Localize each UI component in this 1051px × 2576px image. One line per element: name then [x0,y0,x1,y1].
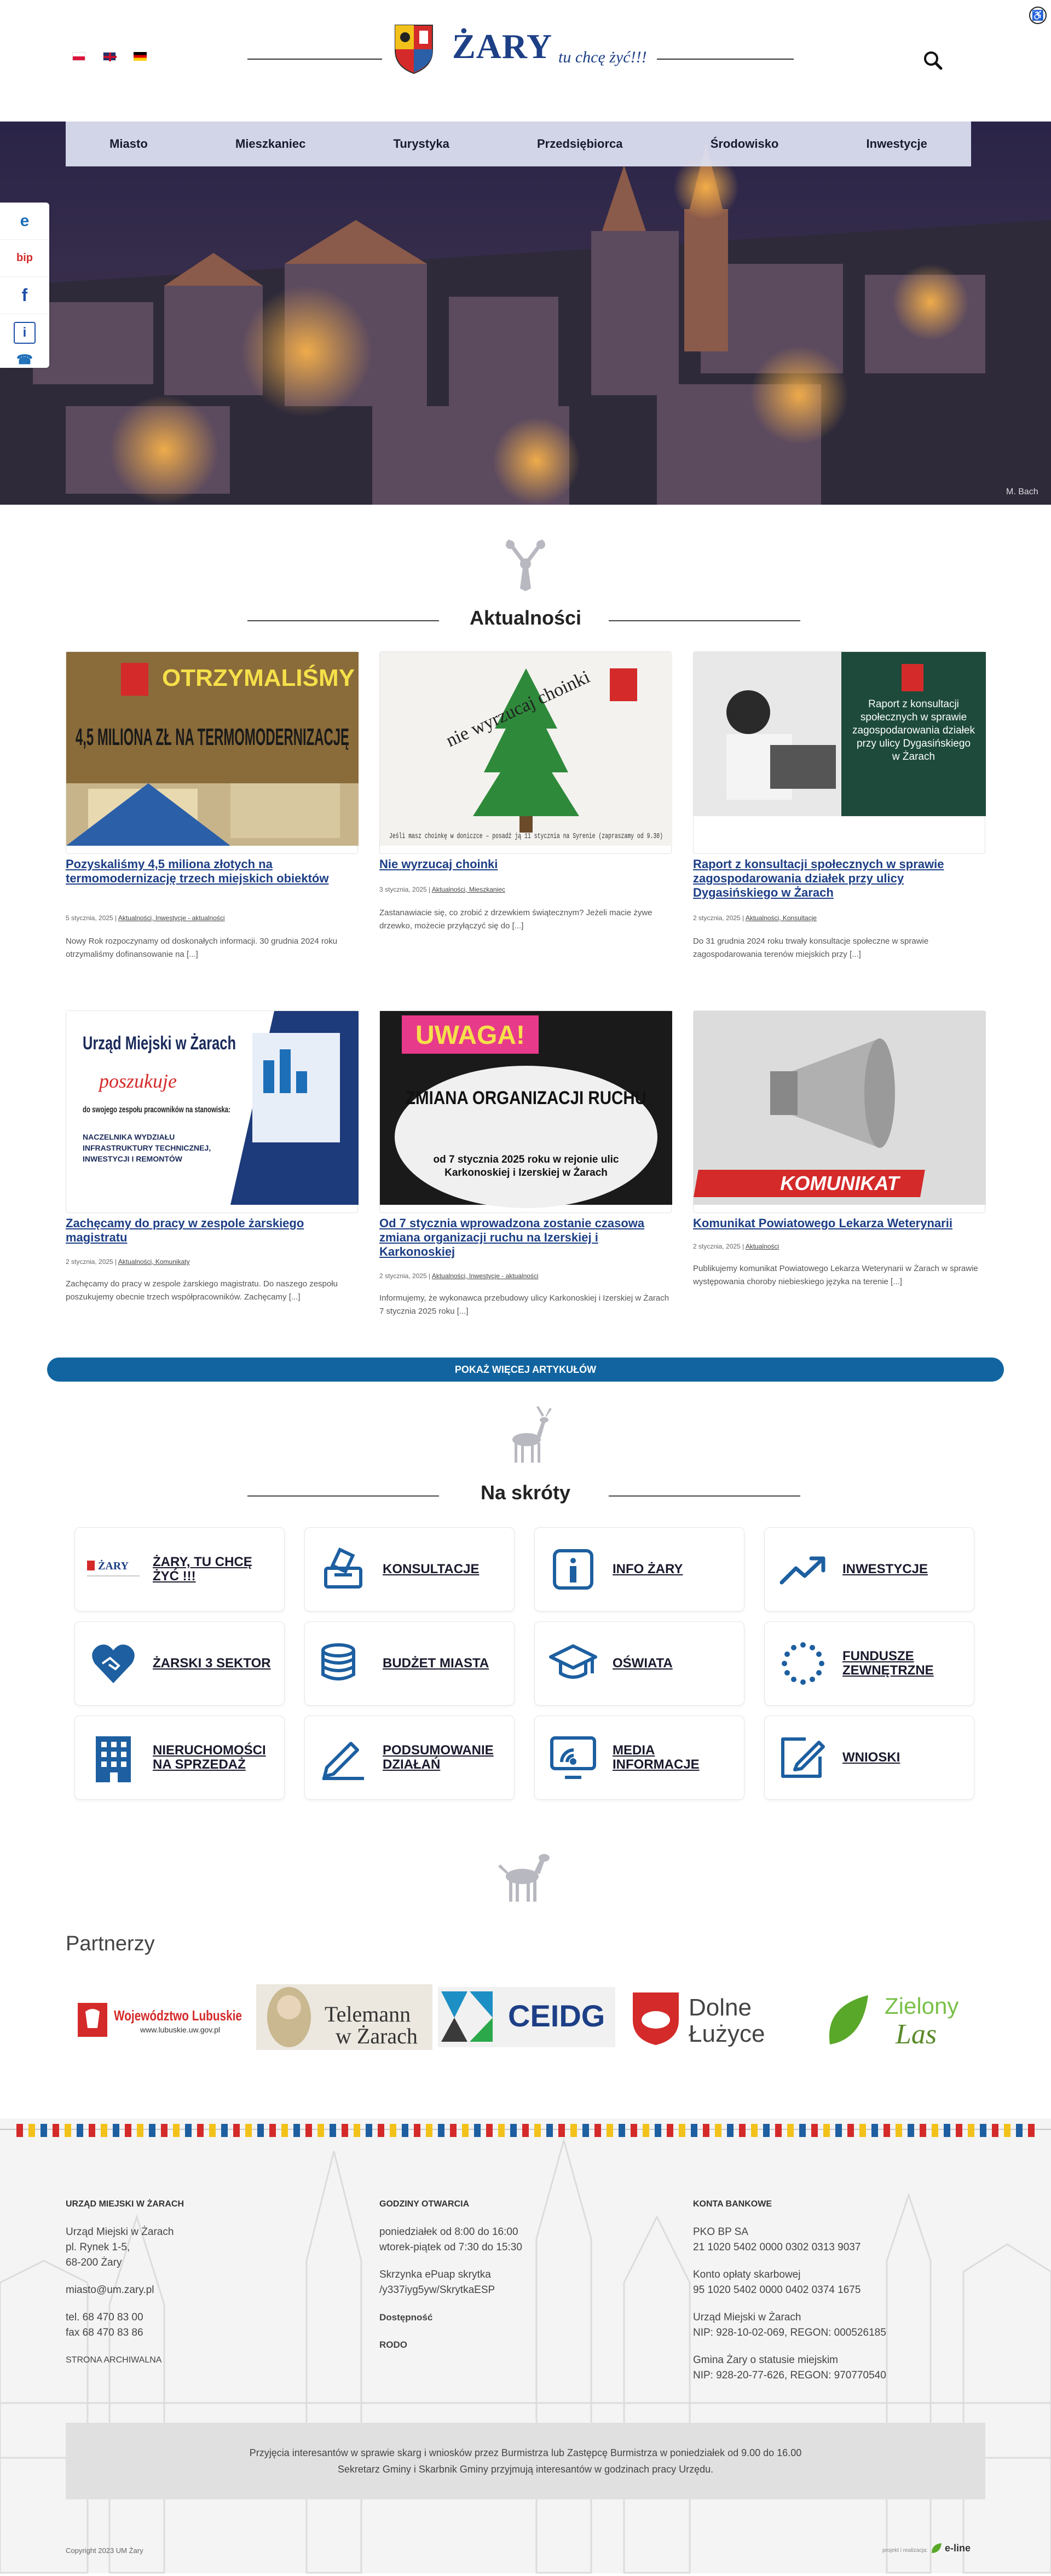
header-divider-left [247,59,382,60]
shortcut-label: ŻARSKI 3 SEKTOR [153,1656,271,1671]
footer-hours-info: poniedziałek od 8:00 do 16:00 wtorek-piątek od 7:30 do 15:30 Skrzynka ePuap skrytka /y337iyg5yw/SkrytkaESP Dostępność RODO [379,2225,631,2353]
news-item-excerpt: Zastanawiacie się, co zrobić z drzewkiem świątecznym? Jeżeli macie żywe drzewko, możecie przyłączyć się do [...] [379,908,652,931]
partner-logo-ceidg[interactable] [438,1982,615,2053]
news-item-title[interactable]: Zachęcamy do pracy w zespole żarskiego magistratu [66,1216,304,1244]
facebook-icon[interactable]: f [0,277,49,314]
footer-archive-link[interactable]: STRONA ARCHIWALNA [66,2355,162,2365]
footer-accessibility-link[interactable]: Dostępność [379,2312,433,2323]
info-icon[interactable]: i [14,322,36,344]
logo-tagline: tu chcę żyć!!! [558,48,647,66]
partners-title: Partnerzy [66,1932,155,1955]
partner-logo-text: www.lubuskie.uw.gov.pl [140,2025,221,2034]
shortcut-label: PODSUMOWANIE DZIAŁAŃ [383,1743,494,1772]
news-img-text: OTRZYMALIŚMY [162,665,355,691]
graduation-cap-icon [547,1637,599,1690]
section-divider [247,1495,439,1497]
news-img-text: ZMIANA ORGANIZACJI RUCHU [406,1088,646,1108]
news-item-excerpt: Publikujemy komunikat Powiatowego Lekarza Weterynarii w Żarach w sprawie występowania choroby niebieskiego języka na terenie [...] [693,1264,978,1286]
partner-logo-text: Telemann [325,2002,411,2026]
header-divider-right [657,59,794,60]
photo-credit: M. Bach [1006,487,1038,496]
news-img-text: 4,5 MILIONA ZŁ NA TERMOMODERNIZACJĘ [76,724,349,750]
trending-up-icon [777,1543,829,1596]
shortcut-tile-inwestycje[interactable] [764,1527,974,1612]
nav-item-turystyka[interactable]: Turystyka [393,137,449,151]
hero-image [0,122,1051,505]
shortcut-label: KONSULTACJE [383,1562,480,1576]
news-card-image[interactable] [693,1010,985,1213]
edit-form-icon [777,1731,829,1784]
news-item-excerpt: Informujemy, że wykonawca przebudowy ulicy Karkonoskiej i Izerskiej w Żarach 7 stycznia 2025 roku [...] [379,1293,669,1316]
footer-credit-label: projekt i realizacja: [882,2548,928,2554]
shortcut-label: FUNDUSZE ZEWNĘTRZNE [842,1649,934,1678]
news-item-excerpt: Nowy Rok rozpoczynamy od doskonałych informacji. 30 grudnia 2024 roku otrzymaliśmy dofinansowanie na [...] [66,937,338,959]
nav-item-srodowisko[interactable]: Środowisko [710,137,779,151]
partner-logo-lubuskie[interactable] [74,1982,250,2053]
news-item-title[interactable]: Komunikat Powiatowego Lekarza Weterynarii [693,1216,952,1230]
shortcut-tile-wnioski[interactable] [764,1716,974,1800]
building-icon [87,1731,140,1784]
shortcut-tile-konsultacje[interactable] [304,1527,515,1612]
shortcut-label: BUDŻET MIASTA [383,1656,489,1671]
footer-office-info: Urząd Miejski w Żarach pl. Rynek 1-5, 68-200 Żary miasto@um.zary.pl tel. 68 470 83 00 fax 68 470 83 86 STRONA ARCHIWALNA [66,2225,307,2368]
svg-text:ŻARY: ŻARY [98,1560,129,1572]
flag-pl-icon[interactable] [72,52,85,61]
shortcut-label: WNIOSKI [842,1750,900,1765]
footer-flag-garland [16,2124,1035,2137]
shortcut-label: INFO ŻARY [613,1562,683,1576]
footer-email-link[interactable]: miasto@um.zary.pl [66,2284,154,2296]
section-divider [247,620,439,621]
news-item-title[interactable]: Nie wyrzucaj choinki [379,857,498,871]
news-item-excerpt: Do 31 grudnia 2024 roku trwały konsultacje społeczne w sprawie zagospodarowania terenów miejskich przy [...] [693,937,929,959]
partner-logo-text: Zielony [885,1993,959,2019]
flag-en-icon[interactable] [103,52,116,61]
partner-logo-text: Dolne [689,1994,752,2021]
news-title: Aktualności [469,607,582,629]
shortcut-label: ŻARY, TU CHCĘ ŻYĆ !!! [153,1555,252,1584]
eu-stars-icon [777,1637,829,1690]
news-card-image[interactable] [379,651,672,854]
footer-bank-info: PKO BP SA 21 1020 5402 0000 0302 0313 9037 Konto opłaty skarbowej 95 1020 5402 0000 0402 0374 1675 Urząd Miejski w Żarach NIP: 928-10-02-069, REGON: 000526185 Gmina Żary o statusie miejskim NIP: 928-20-77-626, REGON: 970770540 [693,2226,886,2381]
section-divider [609,1495,800,1497]
shortcut-tile-3-sektor[interactable] [74,1621,285,1706]
zary-brand-icon [87,1543,140,1596]
partner-logo-telemann[interactable] [256,1982,432,2053]
shortcut-label: INWESTYCJE [842,1562,928,1576]
news-img-text: KOMUNIKAT [780,1172,899,1194]
news-item-excerpt: Zachęcamy do pracy w zespole żarskiego magistratu. Do naszego zespołu poszukujemy obecnie trzech współpracowników. Zachęcamy [...] [66,1279,338,1302]
news-item-date: 2 stycznia, 2025 | Aktualności, Konsultacje [693,914,817,922]
news-item-date: 5 stycznia, 2025 | Aktualności, Inwestycje - aktualności [66,914,225,922]
news-item-date: 2 stycznia, 2025 | Aktualności, Inwestycje - aktualności [379,1272,539,1280]
footer-heading-hours: GODZINY OTWARCIA [379,2199,470,2209]
footer-heading-office: URZĄD MIEJSKI W ŻARACH [66,2199,184,2209]
show-more-articles-button[interactable]: POKAŻ WIĘCEJ ARTYKUŁÓW [47,1358,1004,1382]
shortcut-tile-budzet[interactable] [304,1621,515,1706]
news-card-image[interactable] [66,651,358,854]
news-item-title[interactable]: Raport z konsultacji społecznych w sprawie zagospodarowania działek przy ulicy Dygasińskiego w Żarach [693,857,944,899]
footer-heading-bank: KONTA BANKOWE [693,2199,772,2209]
coins-icon [317,1637,369,1690]
news-img-text: Urząd Miejski w Żarach [83,1033,236,1054]
news-img-text: do swojego zespołu pracowników na stanowiska: [83,1105,230,1114]
news-img-text: UWAGA! [415,1021,525,1050]
shortcuts-title: Na skróty [480,1481,571,1504]
news-item-title[interactable]: Pozyskaliśmy 4,5 miliona złotych na termomodernizację trzech miejskich obiektów [66,857,329,885]
phone-icon[interactable]: ☎ [16,352,33,367]
footer-rodo-link[interactable]: RODO [379,2340,407,2350]
news-card-image[interactable] [379,1010,672,1213]
city-crest-icon[interactable] [393,23,435,74]
shortcut-label: OŚWIATA [613,1656,673,1671]
footer-epuap-link[interactable]: Skrzynka ePuap skrytka [379,2269,491,2280]
social-sidebar [0,203,49,368]
shortcut-tile-info[interactable] [534,1527,744,1612]
news-item-date: 2 stycznia, 2025 | Aktualności, Komunikaty [66,1258,190,1266]
partner-logo-zielony-las[interactable] [819,1982,974,2053]
news-item-title[interactable]: Od 7 stycznia wprowadzona zostanie czasowa zmiana organizacji ruchu na Izerskiej i Karkonoskiej [379,1216,645,1258]
news-card-image[interactable] [693,651,985,854]
dog-ornament-icon [496,1845,551,1905]
news-img-text: od 7 stycznia 2025 roku w rejonie ulic Karkonoskiej i Izerskiej w Żarach [433,1154,619,1179]
partner-logo-text: Łużyce [689,2020,765,2047]
nav-item-inwestycje[interactable]: Inwestycje [866,137,927,151]
partner-logo-text: CEIDG [508,1999,605,2033]
flag-de-icon[interactable] [134,52,147,61]
reception-notice: Przyjęcia interesantów w sprawie skarg i wniosków przez Burmistrza lub Zastępcę Burmistrza w poniedziałek od 9.00 do 16.00 Sekretarz Gminy i Skarbnik Gminy przyjmują interesantów w godzinach pracy Urzędu. [66,2423,985,2499]
news-img-text: poszukuje [99,1070,177,1092]
nav-item-przedsiebiorca[interactable]: Przedsiębiorca [537,137,623,151]
eline-leaf-icon [931,2542,943,2554]
keys-ornament-icon [498,534,553,594]
heart-handshake-icon [87,1637,140,1690]
partner-logo-text: w Żarach [336,2024,418,2048]
shortcut-tile-zary[interactable] [74,1527,285,1612]
news-img-text: Raport z konsultacji społecznych w sprawie zagospodarowania działek przy ulicy Dygasińskiego w Żarach [852,698,975,763]
news-item-date: 3 stycznia, 2025 | Aktualności, Mieszkaniec [379,886,505,893]
news-item-date: 2 stycznia, 2025 | Aktualności [693,1243,779,1250]
news-card-image[interactable] [66,1010,358,1213]
news-img-text: nie wyrzucaj choinki [443,667,593,752]
shortcut-tile-nieruchomosci[interactable] [74,1716,285,1800]
epuap-icon[interactable]: e [0,203,49,240]
copyright: Copyright 2023 UM Żary [66,2546,143,2555]
section-divider [609,620,800,621]
ballot-box-icon [317,1543,369,1596]
shortcut-label: MEDIA INFORMACJE [613,1743,700,1772]
logo-wordmark[interactable]: ŻARY [452,27,553,66]
partner-logo-text: Województwo Lubuskie [114,2007,242,2024]
nav-item-mieszkaniec[interactable]: Mieszkaniec [235,137,306,151]
search-icon[interactable] [923,50,943,70]
eline-logo[interactable] [931,2542,971,2554]
news-img-text: INWESTYCJI I REMONTÓW [83,1154,182,1163]
info-icon [547,1543,599,1596]
nav-item-miasto[interactable]: Miasto [109,137,148,151]
bip-icon[interactable]: bip [0,240,49,277]
news-img-text: Jeśli masz choinkę w doniczce – posadź ją 11 stycznia na Syrenie (zapraszamy od 9.30) [389,832,663,841]
partner-logo-dolne-luzyce[interactable] [628,1982,795,2053]
partner-logo-text: Las [896,2019,937,2050]
shortcut-label: NIERUCHOMOŚCI NA SPRZEDAŻ [153,1743,266,1772]
pencil-icon [317,1731,369,1784]
main-nav [66,122,971,166]
shortcut-tile-media[interactable] [534,1716,744,1800]
monitor-broadcast-icon [547,1731,599,1784]
news-img-text: INFRASTRUKTURY TECHNICZNEJ, [83,1143,211,1152]
shortcut-tile-podsumowanie[interactable] [304,1716,515,1800]
eline-brand: e-line [945,2542,971,2554]
shortcut-tile-oswiata[interactable] [534,1621,744,1706]
news-img-text: NACZELNIKA WYDZIAŁU [83,1133,175,1141]
accessibility-icon[interactable]: ♿ [1029,7,1047,24]
deer-ornament-icon [498,1405,553,1465]
shortcut-tile-fundusze[interactable] [764,1621,974,1706]
